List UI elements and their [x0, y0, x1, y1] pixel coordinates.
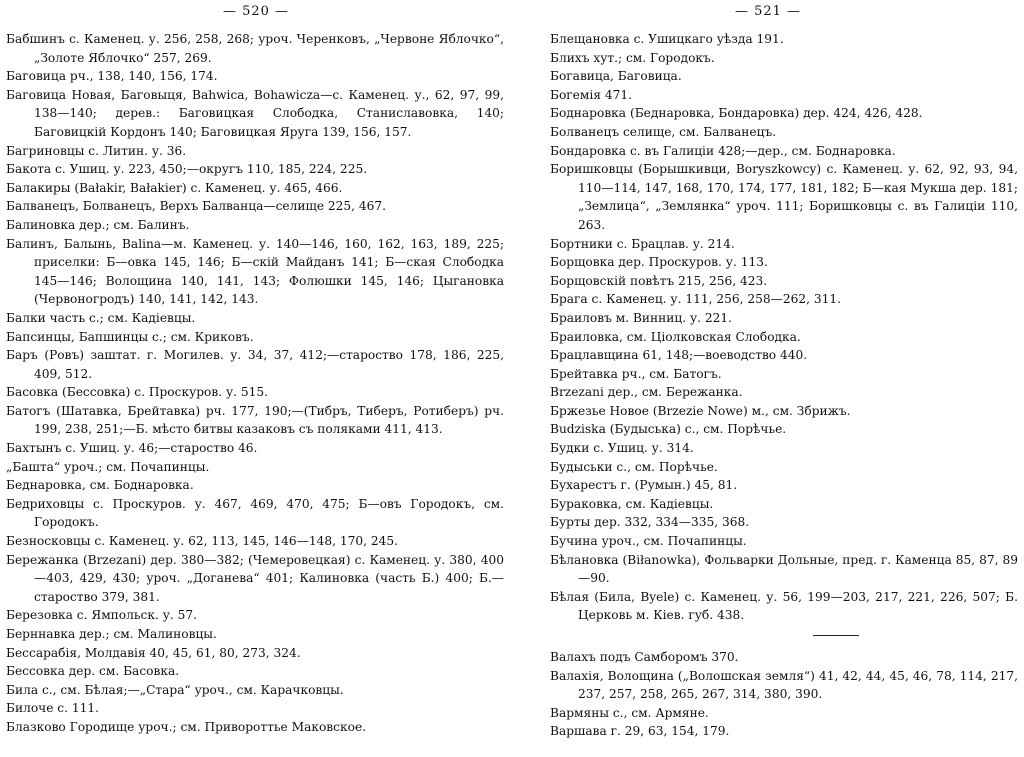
- index-entry: Бѣлановка (Biłanowka), Фольварки Дольные, пред. г. Каменца 85, 87, 89—90.: [550, 552, 1018, 586]
- index-entry: Басовка (Бессовка) с. Проскуров. у. 515.: [6, 385, 269, 400]
- index-entry: Беднаровка, см. Боднаровка.: [6, 478, 194, 493]
- index-entry: Варшава г. 29, 63, 154, 179.: [550, 724, 730, 739]
- index-entry: Бржезье Новое (Brzezie Nowe) м., см. Збрижъ.: [550, 403, 851, 418]
- index-entry: Блазково Городище уроч.; см. Привороттье Маковское.: [6, 719, 367, 734]
- index-entry: Бѣлая (Била, Byele) с. Каменец. у. 56, 199—203, 217, 221, 226, 507; Б. Церковь м. Кіев. губ. 438.: [550, 589, 1018, 623]
- index-entry: Багриновцы с. Литин. у. 36.: [6, 143, 187, 158]
- index-entries-b-section: [550, 30, 1018, 625]
- index-entry: Brzezani дер., см. Бережанка.: [550, 385, 743, 400]
- index-entry: Балакиры (Bałakir, Bałakier) с. Каменец. у. 465, 466.: [6, 180, 343, 195]
- index-entry: Борщовскій повѣтъ 215, 256, 423.: [550, 273, 768, 288]
- index-entry: Балинъ, Балынь, Balina—м. Каменец. у. 140—146, 160, 162, 163, 189, 225; приселки: Б—овка 145, 146; Б—скій Майданъ 141; Б—ская Слободка 145—146; Волощина 140, 141, 143; Фолюшки 145, 146; Цыгановка (Червоногродъ) 140, 141, 142, 143.: [6, 236, 504, 307]
- index-entry: Балки часть с.; см. Кадіевцы.: [6, 310, 196, 325]
- index-entries-left: [6, 30, 504, 737]
- index-entries-right: [550, 30, 1018, 741]
- index-entry: Бапсинцы, Бапшинцы с.; см. Криковъ.: [6, 329, 254, 344]
- index-entry: Бережанка (Brzezani) дер. 380—382; (Чемеровецкая) с. Каменец. у. 380, 400—403, 429, 430; уроч. „Доганева“ 401; Калиновка (часть Б.) 400; Б.—староство 379, 381.: [6, 552, 504, 604]
- index-entry: Вармяны с., см. Армяне.: [550, 705, 709, 720]
- section-separator: [813, 635, 859, 636]
- index-entry: Баръ (Ровъ) заштат. г. Могилев. у. 34, 37, 412;—староство 178, 186, 225, 409, 512.: [6, 348, 504, 381]
- right-page: [512, 0, 1024, 757]
- index-entry: Браиловка, см. Ціолковская Слободка.: [550, 329, 801, 344]
- index-entry: Борщовка дер. Проскуров. у. 113.: [550, 255, 768, 270]
- index-entry: Бессарабія, Молдавія 40, 45, 61, 80, 273, 324.: [6, 645, 301, 660]
- index-entry: Баговица рч., 138, 140, 156, 174.: [6, 69, 218, 84]
- index-entry: Била с., см. Бѣлая;—„Стара“ уроч., см. Карачковцы.: [6, 682, 344, 697]
- index-entry: Блещановка с. Ушицкаго уѣзда 191.: [550, 32, 784, 46]
- index-entry: Бучина уроч., см. Почапинцы.: [550, 534, 747, 549]
- index-entry: Болванецъ селище, см. Балванецъ.: [550, 124, 777, 139]
- index-entry: Безносковцы с. Каменец. у. 62, 113, 145, 146—148, 170, 245.: [6, 534, 399, 549]
- index-entry: Берннавка дер.; см. Малиновцы.: [6, 627, 217, 641]
- index-entry: Будки с. Ушиц. у. 314.: [550, 441, 694, 456]
- page-number-left: — 520 —: [222, 4, 290, 19]
- index-entry: Березовка с. Ямпольск. у. 57.: [6, 608, 198, 623]
- index-entry: Валахъ подъ Самборомъ 370.: [550, 650, 739, 664]
- index-entry: Бабшинъ с. Каменец. у. 256, 258, 268; уроч. Черенковъ, „Червоне Яблочко“, „Золоте Яблочко“ 257, 269.: [6, 32, 504, 65]
- index-entry: Блихъ хут.; см. Городокъ.: [550, 50, 715, 65]
- index-entry: „Башта“ уроч.; см. Почапинцы.: [6, 459, 210, 474]
- page-number-right: — 521 —: [734, 4, 802, 19]
- index-entry: Брейтавка рч., см. Батогъ.: [550, 366, 722, 381]
- index-entry: Брацлавщина 61, 148;—воеводство 440.: [550, 348, 808, 363]
- index-entry: Бухарестъ г. (Румын.) 45, 81.: [550, 478, 738, 493]
- index-entry: Балиновка дер.; см. Балинъ.: [6, 217, 190, 232]
- index-entry: Budziska (Будыська) с., см. Порѣчье.: [550, 422, 787, 437]
- index-entry: Браиловъ м. Винниц. у. 221.: [550, 310, 733, 325]
- index-entry: Бакота с. Ушиц. у. 223, 450;—округъ 110, 185, 224, 225.: [6, 162, 368, 177]
- index-entry: Валахія, Волощина („Волошская земля“) 41, 42, 44, 45, 46, 78, 114, 217, 237, 257, 258, 265, 267, 314, 380, 390.: [550, 668, 1018, 702]
- index-entry: Боднаровка (Беднаровка, Бондаровка) дер. 424, 426, 428.: [550, 106, 923, 121]
- index-entry: Брага с. Каменец. у. 111, 256, 258—262, 311.: [550, 292, 841, 307]
- index-entry: Богавица, Баговица.: [550, 69, 682, 84]
- index-entry: Баговица Новая, Баговыця, Bahwica, Bohawicza—с. Каменец. у., 62, 97, 99, 138—140; дерев.: Баговицкая Слободка, Станиславовка, 140; Баговицкій Кордонъ 140; Баговицкая Яруга 139, 156, 157.: [6, 87, 504, 139]
- index-entry: Будыськи с., см. Порѣчье.: [550, 459, 718, 474]
- index-entry: Бураковка, см. Кадіевцы.: [550, 496, 714, 511]
- index-entry: Боришковцы (Борышкивци, Boryszkowcy) с. Каменец. у. 62, 92, 93, 94, 110—114, 147, 168, 170, 174, 177, 181, 182; Б—кая Мукша дер. 181; „Землица“, „Землянка“ уроч. 111; Боришковцы с. въ Галиціи 110, 263.: [550, 162, 1018, 232]
- index-entry: Бессовка дер. см. Басовка.: [6, 664, 180, 679]
- index-entry: Бортники с. Брацлав. у. 214.: [550, 236, 735, 251]
- index-entry: Бондаровка с. въ Галиціи 428;—дер., см. Боднаровка.: [550, 143, 896, 158]
- index-entry: Бедриховцы с. Проскуров. у. 467, 469, 470, 475; Б—овъ Городокъ, см. Городокъ.: [6, 496, 504, 530]
- index-entry: Бурты дер. 332, 334—335, 368.: [550, 515, 750, 530]
- index-entry: Богемія 471.: [550, 87, 632, 102]
- index-entries-v-section: [550, 648, 1018, 741]
- index-entry: Билоче с. 111.: [6, 701, 100, 716]
- index-entry: Батогъ (Шатавка, Брейтавка) рч. 177, 190;—(Тибръ, Тиберъ, Ротиберъ) рч. 199, 238, 251;—Б. мѣсто битвы казаковъ съ поляками 411, 413.: [6, 403, 504, 437]
- index-entry: Бахтынъ с. Ушиц. у. 46;—староство 46.: [6, 441, 258, 456]
- index-entry: Балванецъ, Болванецъ, Верхъ Балванца—селище 225, 467.: [6, 199, 387, 214]
